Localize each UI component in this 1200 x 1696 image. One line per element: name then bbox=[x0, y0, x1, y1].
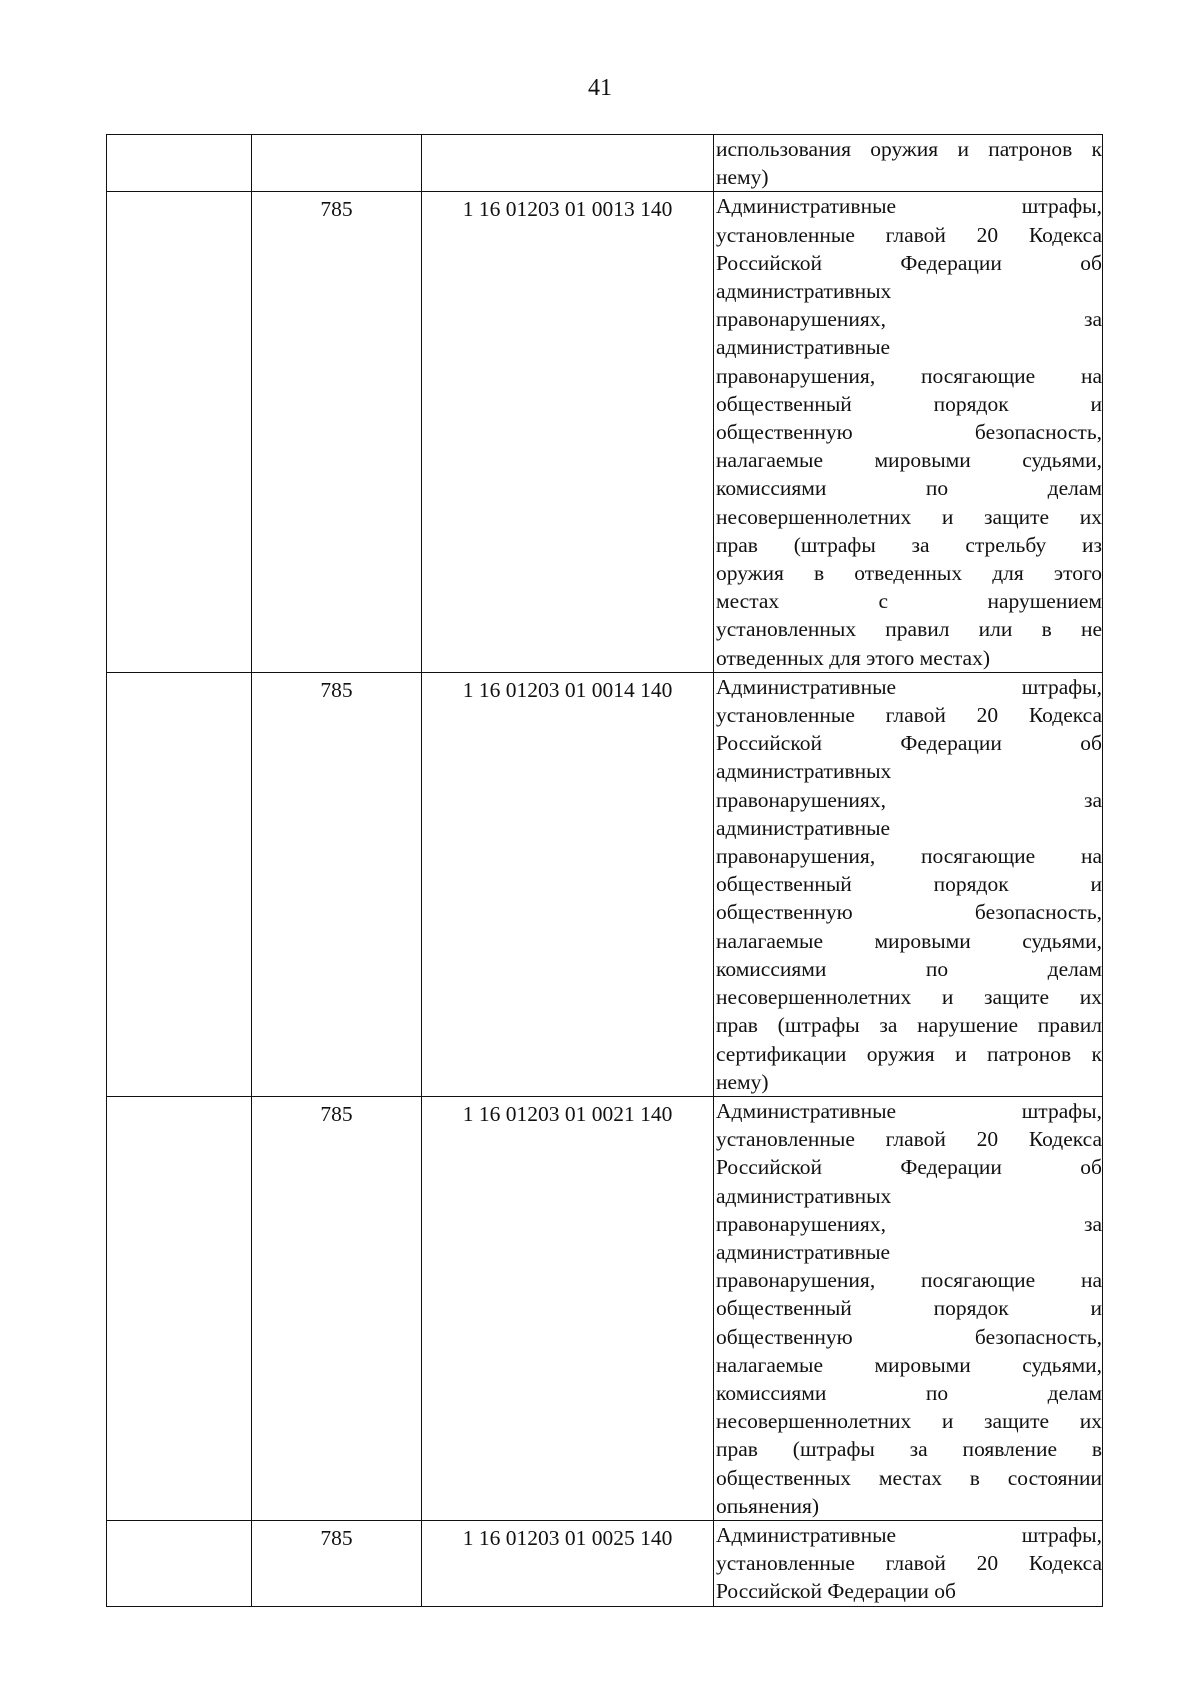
table-row bbox=[107, 135, 1103, 192]
budget-classification-code-cell: 1 16 01203 01 0025 140 bbox=[422, 1520, 714, 1606]
description-cell bbox=[714, 1096, 1103, 1520]
description-line: общественную безопасность, bbox=[716, 420, 1102, 445]
description-line: Российской Федерации об bbox=[716, 731, 1102, 756]
description-line: общественный порядок и bbox=[716, 872, 1102, 897]
description-cell bbox=[714, 135, 1103, 192]
table-row bbox=[107, 1520, 1103, 1606]
empty-cell bbox=[107, 135, 252, 192]
table-row bbox=[107, 672, 1103, 1096]
description-line: административных bbox=[716, 279, 892, 304]
empty-cell bbox=[107, 192, 252, 672]
description-cell bbox=[714, 192, 1103, 672]
admin-code-cell: 785 bbox=[252, 1096, 422, 1520]
budget-classification-code-cell bbox=[422, 135, 714, 192]
description-line: несовершеннолетних и защите их bbox=[716, 504, 1102, 529]
description-line: комиссиями по делам bbox=[716, 1380, 1102, 1405]
description-line: Административные штрафы, bbox=[716, 194, 1102, 219]
budget-classification-code-cell: 1 16 01203 01 0013 140 bbox=[422, 192, 714, 672]
description-line: Российской Федерации об bbox=[716, 1579, 956, 1604]
empty-cell bbox=[107, 1520, 252, 1606]
description-line: общественную безопасность, bbox=[716, 1324, 1102, 1349]
empty-cell bbox=[107, 672, 252, 1096]
description-line: Административные штрафы, bbox=[716, 1522, 1102, 1547]
description-line: налагаемые мировыми судьями, bbox=[716, 448, 1102, 473]
description-line: прав (штрафы за появление в bbox=[716, 1437, 1102, 1462]
admin-code-cell: 785 bbox=[252, 192, 422, 672]
description-line: налагаемые мировыми судьями, bbox=[716, 928, 1102, 953]
description-line: Российской Федерации об bbox=[716, 250, 1102, 275]
description-line: правонарушениях, за bbox=[716, 1211, 1102, 1236]
description-line: административных bbox=[716, 1183, 892, 1208]
description-line: отведенных для этого местах) bbox=[716, 645, 990, 670]
description-line: административных bbox=[716, 759, 892, 784]
page-number: 41 bbox=[588, 75, 612, 101]
description-line: нему) bbox=[716, 1069, 769, 1094]
description-line: Административные штрафы, bbox=[716, 1098, 1102, 1123]
description-line: административные bbox=[716, 815, 891, 840]
description-line: прав (штрафы за нарушение правил bbox=[716, 1013, 1102, 1038]
description-line: установленные главой 20 Кодекса bbox=[716, 222, 1102, 247]
description-line: общественную безопасность, bbox=[716, 900, 1102, 925]
description-line: комиссиями по делам bbox=[716, 956, 1102, 981]
description-line: общественный порядок и bbox=[716, 1296, 1102, 1321]
description-line: несовершеннолетних и защите их bbox=[716, 985, 1102, 1010]
description-line: общественный порядок и bbox=[716, 391, 1102, 416]
description-line: сертификации оружия и патронов к bbox=[716, 1041, 1102, 1066]
description-line: Административные штрафы, bbox=[716, 674, 1102, 699]
description-line: установленные главой 20 Кодекса bbox=[716, 1127, 1102, 1152]
description-line: правонарушениях, за bbox=[716, 307, 1102, 332]
description-line: нему) bbox=[716, 165, 769, 190]
description-line: правонарушения, посягающие на bbox=[716, 844, 1102, 869]
description-line: опьянения) bbox=[716, 1493, 820, 1518]
admin-code-cell: 785 bbox=[252, 672, 422, 1096]
description-line: Российской Федерации об bbox=[716, 1155, 1102, 1180]
budget-codes-table bbox=[106, 134, 1103, 1607]
table-row bbox=[107, 192, 1103, 672]
description-line: установленные главой 20 Кодекса bbox=[716, 703, 1102, 728]
description-line: административные bbox=[716, 1239, 891, 1264]
empty-cell bbox=[107, 1096, 252, 1520]
description-line: налагаемые мировыми судьями, bbox=[716, 1352, 1102, 1377]
description-line: комиссиями по делам bbox=[716, 476, 1102, 501]
description-cell bbox=[714, 672, 1103, 1096]
description-line: правонарушения, посягающие на bbox=[716, 1268, 1102, 1293]
description-line: установленные главой 20 Кодекса bbox=[716, 1551, 1102, 1576]
description-line: несовершеннолетних и защите их bbox=[716, 1409, 1102, 1434]
table-body bbox=[107, 135, 1103, 1607]
description-line: использования оружия и патронов к bbox=[716, 137, 1102, 161]
admin-code-cell: 785 bbox=[252, 1520, 422, 1606]
description-line: местах с нарушением bbox=[716, 589, 1102, 614]
description-line: установленных правил или в не bbox=[716, 617, 1102, 642]
description-line: прав (штрафы за стрельбу из bbox=[716, 532, 1102, 557]
description-cell bbox=[714, 1520, 1103, 1606]
description-line: административные bbox=[716, 335, 891, 360]
table-row bbox=[107, 1096, 1103, 1520]
description-line: общественных местах в состоянии bbox=[716, 1465, 1102, 1490]
admin-code-cell bbox=[252, 135, 422, 192]
budget-classification-code-cell: 1 16 01203 01 0014 140 bbox=[422, 672, 714, 1096]
description-line: оружия в отведенных для этого bbox=[716, 561, 1102, 586]
budget-classification-code-cell: 1 16 01203 01 0021 140 bbox=[422, 1096, 714, 1520]
description-line: правонарушения, посягающие на bbox=[716, 363, 1102, 388]
description-line: правонарушениях, за bbox=[716, 787, 1102, 812]
